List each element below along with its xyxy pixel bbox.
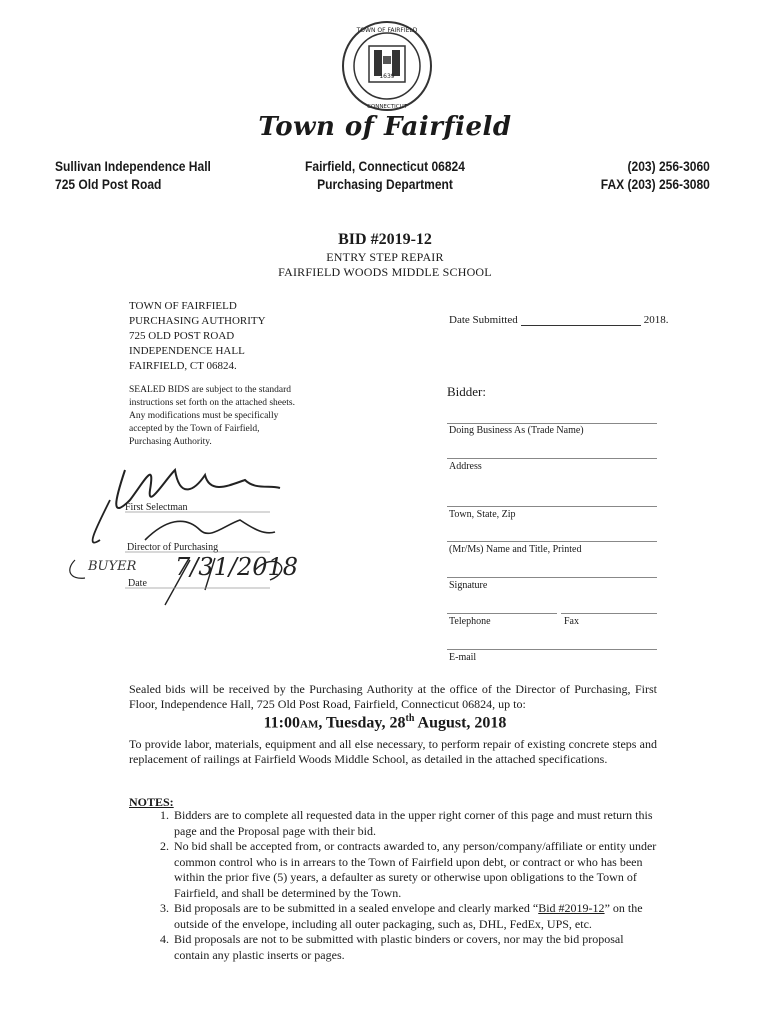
scope-paragraph: To provide labor, materials, equipment and all else necessary, to perform repair of existing concrete steps and replacement of railings at Fairfield Woods Middle School, as detailed in the attached specifications. bbox=[129, 737, 657, 766]
town-label: Town, State, Zip bbox=[449, 509, 516, 520]
date-submitted-field[interactable] bbox=[521, 314, 641, 326]
notes-heading: NOTES: bbox=[129, 795, 174, 809]
bid-location: FAIRFIELD WOODS MIDDLE SCHOOL bbox=[278, 265, 492, 279]
town-field[interactable] bbox=[447, 506, 657, 507]
date-label: Date bbox=[128, 578, 147, 589]
address-field[interactable] bbox=[447, 458, 657, 459]
address-label: Address bbox=[449, 461, 482, 472]
city-state: Fairfield, Connecticut 06824 bbox=[305, 158, 465, 174]
bid-deadline: 11:00AM, Tuesday, 28th August, 2018 bbox=[263, 713, 507, 732]
fax-label: Fax bbox=[564, 616, 579, 627]
fax-field[interactable] bbox=[561, 613, 657, 614]
town-title: Town of Fairfield bbox=[258, 112, 512, 142]
svg-text:SEAL: SEAL bbox=[381, 50, 393, 55]
fax-number: FAX (203) 256-3080 bbox=[600, 176, 710, 192]
name-title-field[interactable] bbox=[447, 541, 657, 542]
department-name: Purchasing Department bbox=[317, 176, 453, 192]
note-item: 2. No bid shall be accepted from, or contracts awarded to, any person/company/affiliate or entity under common control who is in arrears to the Town of Fairfield upon debt, or contract or who has been within the prior five (5) years, a defaulter as surety or otherwise upon obligations to the Town of Fairfield, and shall be determined by the Town. bbox=[160, 839, 657, 900]
sealed-bids-note: SEALED BIDS are subject to the standard instructions set forth on the attached sheets. Any modifications must be specifically accepted by the Town of Fairfield, Purchasing Authority. bbox=[129, 385, 295, 447]
email-field[interactable] bbox=[447, 649, 657, 650]
handwritten-buyer: BUYER bbox=[88, 559, 137, 574]
signature-block bbox=[55, 440, 325, 610]
bid-subtitle bbox=[0, 250, 770, 280]
date-submitted-label: Date Submitted bbox=[449, 314, 518, 326]
contact-phones bbox=[601, 157, 710, 193]
first-selectman-label: First Selectman bbox=[125, 502, 188, 513]
phone-number: (203) 256-3060 bbox=[627, 158, 710, 174]
bidder-label: Bidder: bbox=[447, 384, 486, 399]
authority-address: TOWN OF FAIRFIELD PURCHASING AUTHORITY 725 OLD POST ROAD INDEPENDENCE HALL FAIRFIELD, CT 06824. bbox=[129, 300, 266, 372]
director-label: Director of Purchasing bbox=[127, 542, 219, 553]
note-item: 4. Bid proposals are not to be submitted with plastic binders or covers, nor may the bid proposal contain any plastic inserts or pages. bbox=[160, 932, 624, 962]
name-title-label: (Mr/Ms) Name and Title, Printed bbox=[449, 544, 582, 555]
notes-list bbox=[129, 808, 657, 963]
signature-label: Signature bbox=[449, 580, 488, 591]
hall-address bbox=[55, 157, 211, 193]
telephone-label: Telephone bbox=[449, 616, 491, 627]
hall-name: Sullivan Independence Hall bbox=[55, 158, 211, 174]
bid-number: BID #2019-12 bbox=[338, 231, 432, 248]
date-submitted-year: 2018. bbox=[643, 314, 669, 326]
note-item: 1. Bidders are to complete all requested data in the upper right corner of this page and must return this page and the Proposal page with their bid. bbox=[160, 808, 653, 838]
hall-street: 725 Old Post Road bbox=[55, 176, 162, 192]
svg-text:1639: 1639 bbox=[379, 73, 395, 80]
department-block bbox=[213, 157, 557, 193]
handwritten-date: 7/31/2018 bbox=[175, 553, 299, 581]
note-item: 3. Bid proposals are to be submitted in a sealed envelope and clearly marked “Bid #2019-12” on the outside of the envelope, including all outer packaging, such as, DHL, FedEx, UPS, etc. bbox=[160, 901, 643, 931]
svg-text:TOWN OF FAIRFIELD: TOWN OF FAIRFIELD bbox=[356, 27, 418, 34]
email-label: E-mail bbox=[449, 652, 477, 663]
svg-text:CONNECTICUT: CONNECTICUT bbox=[367, 104, 407, 110]
town-seal-logo bbox=[341, 20, 433, 112]
bid-project: ENTRY STEP REPAIR bbox=[326, 250, 444, 264]
dba-field[interactable] bbox=[447, 423, 657, 424]
telephone-field[interactable] bbox=[447, 613, 557, 614]
intro-paragraph: Sealed bids will be received by the Purchasing Authority at the office of the Director of Purchasing, First Floor, Independence Hall, 725 Old Post Road, Fairfield, Connecticut 06824, up to: bbox=[129, 682, 657, 711]
dba-label: Doing Business As (Trade Name) bbox=[449, 425, 584, 436]
signature-field[interactable] bbox=[447, 577, 657, 578]
date-submitted bbox=[449, 314, 669, 326]
